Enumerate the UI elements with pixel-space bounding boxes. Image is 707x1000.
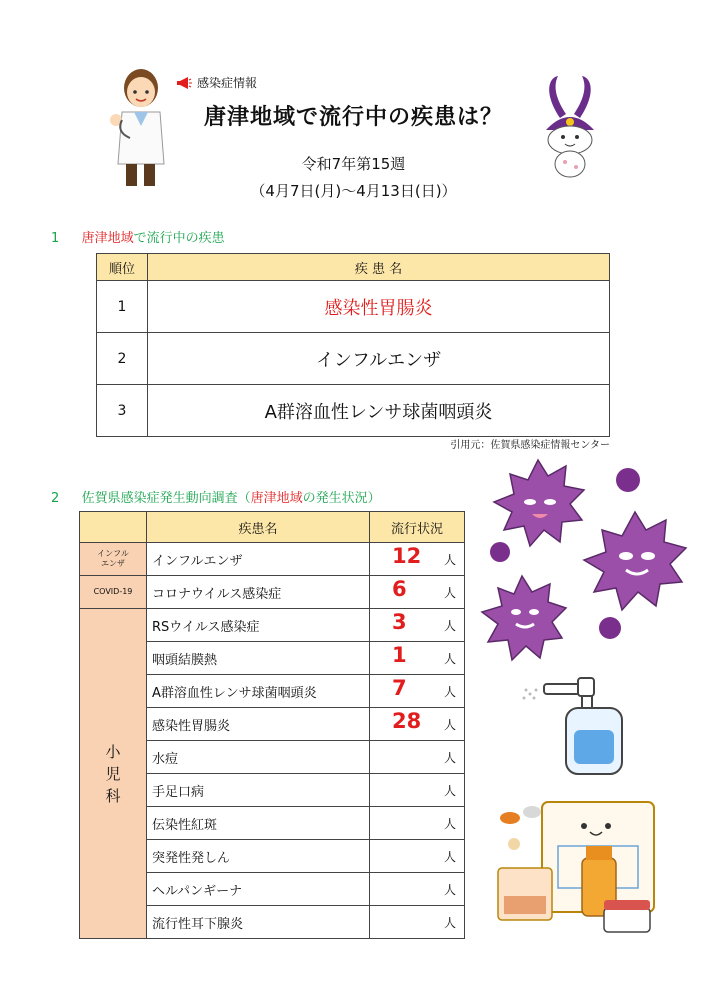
count-cell: 7 人: [370, 675, 465, 708]
disease-cell: インフルエンザ: [147, 543, 370, 576]
count-cell: 3 人: [370, 609, 465, 642]
section1-heading-rest: で流行中の疾患: [133, 231, 225, 246]
count-cell: 人: [370, 873, 465, 906]
surveillance-col-status: 流行状況: [370, 512, 465, 543]
section2-heading-b: の発生状況）: [302, 491, 381, 506]
section2-heading-a: 佐賀県感染症発生動向調査（: [81, 491, 251, 506]
rank-cell: 2: [97, 333, 148, 385]
rank-cell: 3: [97, 385, 148, 437]
surveillance-col-name: 疾患名: [147, 512, 370, 543]
disease-cell: 感染性胃腸炎: [147, 708, 370, 741]
info-label: [176, 74, 257, 91]
ranking-col-rank: 順位: [97, 254, 148, 281]
count-cell: 人: [370, 807, 465, 840]
disease-cell: 伝染性紅斑: [147, 807, 370, 840]
info-label-text: 感染症情報: [197, 76, 258, 90]
section1-heading: [51, 227, 225, 246]
section2-heading-red: 唐津地域: [250, 491, 303, 506]
disease-cell: ヘルパンギーナ: [147, 873, 370, 906]
medicine-illustration: [496, 788, 666, 938]
disease-cell: インフルエンザ: [148, 333, 610, 385]
table-row: [80, 609, 465, 642]
disease-cell: 咽頭結膜熱: [147, 642, 370, 675]
count-cell: 28 人: [370, 708, 465, 741]
disease-cell: 水痘: [147, 741, 370, 774]
sanitizer-illustration: [516, 668, 636, 780]
source-citation: 引用元：佐賀県感染症情報センター: [450, 440, 610, 451]
table-row: [97, 281, 610, 333]
section2-heading: [51, 487, 381, 506]
count-cell: 人: [370, 741, 465, 774]
disease-cell: 感染性胃腸炎: [148, 281, 610, 333]
ranking-table: [96, 253, 610, 437]
disease-cell: コロナウイルス感染症: [147, 576, 370, 609]
megaphone-icon: [176, 77, 192, 89]
count-cell: 1 人: [370, 642, 465, 675]
category-pediatrics: 小 児 科: [80, 609, 147, 939]
virus-illustration: [470, 452, 695, 667]
disease-cell: 手足口病: [147, 774, 370, 807]
ranking-header-row: [97, 254, 610, 281]
rank-cell: 1: [97, 281, 148, 333]
page-title: 唐津地域で流行中の疾患は？: [203, 105, 503, 130]
disease-cell: 突発性発しん: [147, 840, 370, 873]
category-covid: COVID-19: [80, 576, 147, 609]
count-cell: 人: [370, 774, 465, 807]
count-cell: 人: [370, 840, 465, 873]
category-influenza: インフル エンザ: [80, 543, 147, 576]
count-cell: 12 人: [370, 543, 465, 576]
mascot-illustration: [532, 74, 608, 184]
section1-heading-red: 唐津地域: [81, 231, 134, 246]
disease-cell: A群溶血性レンサ球菌咽頭炎: [148, 385, 610, 437]
week-label: 令和7年第15週: [301, 155, 406, 173]
disease-cell: A群溶血性レンサ球菌咽頭炎: [147, 675, 370, 708]
section2-number: 2: [51, 491, 60, 506]
disease-cell: 流行性耳下腺炎: [147, 906, 370, 939]
section1-number: 1: [51, 231, 60, 246]
table-row: [97, 385, 610, 437]
surveillance-col-blank: [80, 512, 147, 543]
surveillance-table: [79, 511, 465, 939]
table-row: [80, 543, 465, 576]
surveillance-header-row: [80, 512, 465, 543]
count-cell: 人: [370, 906, 465, 939]
count-cell: 6 人: [370, 576, 465, 609]
table-row: [80, 576, 465, 609]
table-row: [97, 333, 610, 385]
date-range: （4月7日(月)～4月13日(日)）: [250, 182, 457, 200]
ranking-col-name: 疾 患 名: [148, 254, 610, 281]
disease-cell: RSウイルス感染症: [147, 609, 370, 642]
